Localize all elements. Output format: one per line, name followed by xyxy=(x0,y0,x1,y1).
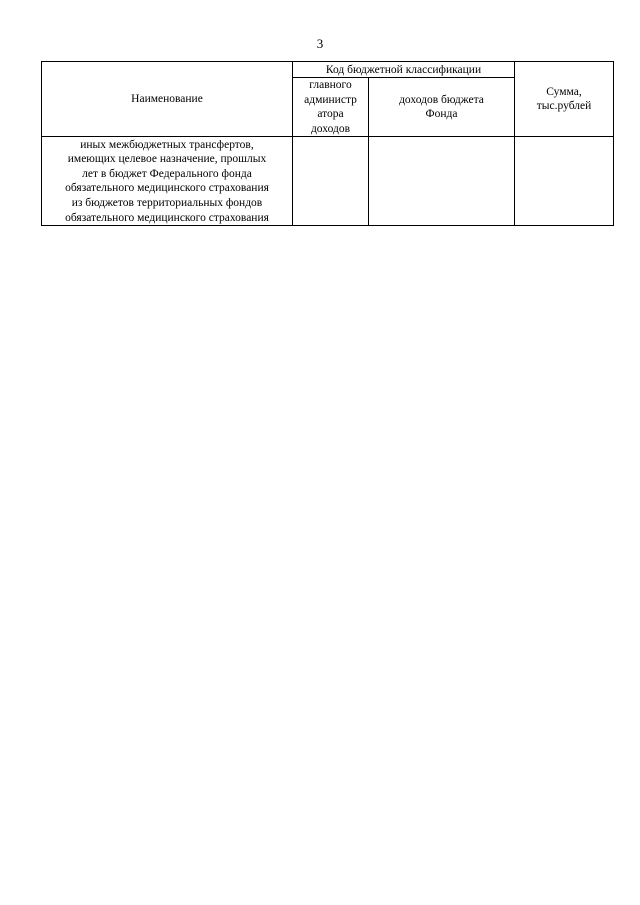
row-admin-cell xyxy=(293,137,369,226)
header-code-group: Код бюджетной классификации xyxy=(293,62,515,78)
header-income-code: доходов бюджета Фонда xyxy=(369,78,515,137)
row-income-cell xyxy=(369,137,515,226)
row-sum-cell xyxy=(515,137,614,226)
budget-classification-table xyxy=(41,61,614,226)
table-row xyxy=(42,137,614,226)
row-name-cell: иных межбюджетных трансфертов, имеющих целевое назначение, прошлых лет в бюджет Федерального фонда обязательного медицинского страхования из бюджетов территориальных фондов обязательного медицинского страхования xyxy=(42,137,293,226)
page-number: 3 xyxy=(316,36,324,51)
header-admin-code: главного администр атора доходов xyxy=(293,78,369,137)
header-sum: Сумма, тыс.рублей xyxy=(515,62,614,137)
header-name: Наименование xyxy=(42,62,293,137)
table-header-row xyxy=(42,62,614,78)
